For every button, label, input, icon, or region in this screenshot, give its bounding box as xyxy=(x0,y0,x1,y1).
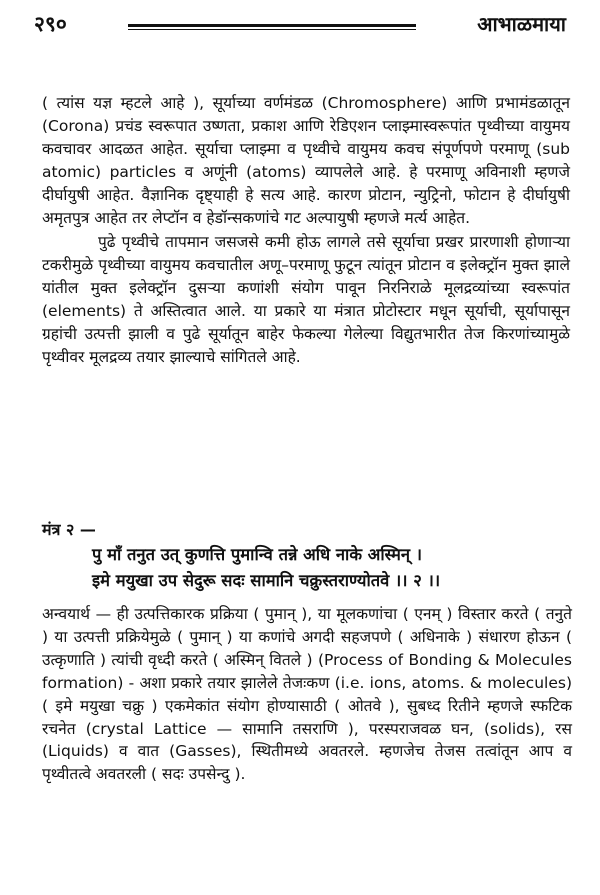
commentary-paragraph: अन्वयार्थ — ही उत्पत्तिकारक प्रक्रिया ( पुमान् ), या मूलकणांचा ( एनम् ) विस्तार करते ( तनुते ) या उत्पत्ती प्रक्रियेमुळे ( पुमान् ) या कणांचे अगदी सहजपणे ( अधिनाके ) संधारण होऊन ( उत्कृणाति ) त्यांची वृध्दी करते ( अस्मिन् वितले ) (Process of Bonding & Molecules formation) - अशा प्रकारे तयार झालेले तेजःकण (i.e. ions, atoms. & molecules) ( इमे मयुखा चक्रु ) एकमेकांत संयोग होण्यासाठी ( ओतवे ), सुबध्द रितीने म्हणजे स्फटिक रचनेत (crystal Lattice — सामानि तसराणि ), परस्पराजवळ घन, (solids), रस (Liquids) व वात (Gasses), स्थितीमध्ये अवतरले. म्हणजेच तेजस तत्वांतून आप व पृथ्वीतत्वे अवतरली ( सदः उपसेन्दु ). xyxy=(42,605,572,784)
paragraph-1: ( त्यांस यज्ञ म्हटले आहे ), सूर्याच्या वर्णमंडळ (Chromosphere) आणि प्रभामंडळातून (Corona) प्रचंड स्वरूपात उष्णता, प्रकाश आणि रेडिएशन प्लाझ्मास्वरूपांत पृथ्वीच्या वायुमय कवचावर आदळत आहेत. सूर्याचा प्लाझ्मा व पृथ्वीचे वायुमय कवच संपूर्णपणे परमाणू (sub atomic) particles व अणूंनी (atoms) व्यापलेले आहे. हे परमाणू अविनाशी म्हणजे दीर्घायुषी आहेत. वैज्ञानिक दृष्ट्याही हे सत्य आहे. कारण प्रोटान, न्युट्रिनो, फोटान हे दीर्घायुषी अमृतपुत्र आहेत तर लेप्टॉन व हेडॉन्सकणांचे गट अल्पायुषी म्हणजे मर्त्य आहेत. xyxy=(42,94,570,227)
mantra-line-2: इमे मयुखा उप सेदुरू सदः सामानि चक्रुस्तराण्योतवे ।। २ ।। xyxy=(92,571,441,590)
page-number: २९० xyxy=(34,12,67,36)
body-text xyxy=(42,92,570,369)
page-header xyxy=(34,8,566,42)
mantra-heading: मंत्र २ — xyxy=(42,520,96,539)
paragraph-2: पुढे पृथ्वीचे तापमान जसजसे कमी होऊ लागले तसे सूर्याचा प्रखर प्रारणाशी होणाऱ्या टकरीमुळे पृथ्वीच्या वायुमय कवचातील अणू–परमाणू फुटून त्यांतून प्रोटान व इलेक्ट्रॉन मुक्त झाले यांतील मुक्त इलेक्ट्रॉन दुसऱ्या कणांशी संयोग पावून निरनिराळे मूलद्रव्यांच्या स्वरूपांत (elements) ते अस्तित्वात आले. या प्रकारे या मंत्रात प्रोटोस्टार मधून सूर्याची, सूर्यापासून ग्रहांची उत्पत्ती झाली व पुढे सूर्यातून बाहेर फेकल्या गेलेल्या विद्युतभारीत तेज किरणांच्यामुळे पृथ्वीवर मूलद्रव्य तयार झाल्याचे सांगितले आहे. xyxy=(42,233,570,366)
mantra-line-1: पु माँ तनुत उत् कुणत्ति पुमान्वि तन्ने अधि नाके अस्मिन् । xyxy=(92,545,423,564)
running-title: आभाळमाया xyxy=(477,12,566,36)
mantra-block xyxy=(42,518,582,594)
header-rule xyxy=(128,24,416,30)
